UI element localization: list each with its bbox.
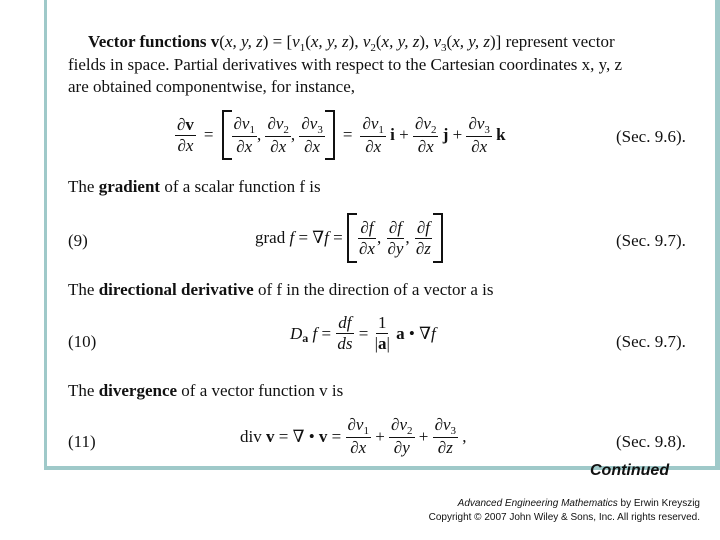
continued-label: Continued [590,462,670,479]
slide-panel [47,0,715,466]
intro-line-2: fields in space. Partial derivatives with respect to the Cartesian coordinates x, y, z [68,55,623,74]
directional-intro: The directional derivative of f in the direction of a vector a is [68,280,494,299]
equation-number-9: (9) [68,231,88,250]
equation-number-11: (11) [68,432,96,451]
gradient-intro: The gradient of a scalar function f is [68,177,321,196]
copyright-footer [429,497,700,525]
term-gradient: gradient [98,177,161,196]
term-vector-functions: Vector functions [88,32,207,51]
intro-line-3: are obtained componentwise, for instance, [68,77,356,96]
copyright-line: Copyright © 2007 John Wiley & Sons, Inc. All rights reserved. [428,512,700,523]
book-title: Advanced Engineering Mathematics [457,498,618,509]
ref-gradient: (Sec. 9.7). [616,231,686,250]
divergence-intro: The divergence of a vector function v is [68,381,344,400]
equation-gradient: grad f = ∇ f = $\frac{\partial f}{\partial x}$ , $\frac{\partial f}{\partial y}$ , $\frac{\partial f}{\partial z}$ [255,213,443,263]
term-divergence: divergence [98,381,178,400]
equation-divergence: div v = ∇ • v = $\frac{\partial v_1}{\partial x}$ + $\frac{\partial v_2}{\partial y}$ + $\frac{\partial v_3}{\partial z}$ , [240,415,467,457]
term-directional-derivative: directional derivative [98,280,254,299]
equation-directional-derivative: D a f = $\frac{df}{ds}$ = $\frac{1}{|a|}$ a • ∇ f [290,313,436,353]
intro-line-1-rest: represent vector [501,32,615,51]
equation-number-10: (10) [68,332,97,351]
ref-divergence: (Sec. 9.8). [616,432,686,451]
equation-partial-derivative: $\frac{\partial v}{\partial x}$ = $\frac{\partial v_1}{\partial x}$ , $\frac{\partial v_2}{\partial x}$ , $\frac{\partial v_3}{\partial x}$ = $\frac{\partial v_1}{\partial x}$ i + $\frac{\partial v_2}{\partial x}$ j + $\frac{\partial v_3}{\partial x}$ k [175,110,506,160]
book-author: by Erwin Kreyszig [617,498,700,509]
ref-partial: (Sec. 9.6). [616,127,686,146]
vector-function-definition: v(x, y, $z) = [v_1(x$, y, z), $v_2(x$, y, z), $v_3(x$, y, z)] [210,32,502,54]
intro-line-1 [88,32,615,54]
ref-directional: (Sec. 9.7). [616,332,686,351]
